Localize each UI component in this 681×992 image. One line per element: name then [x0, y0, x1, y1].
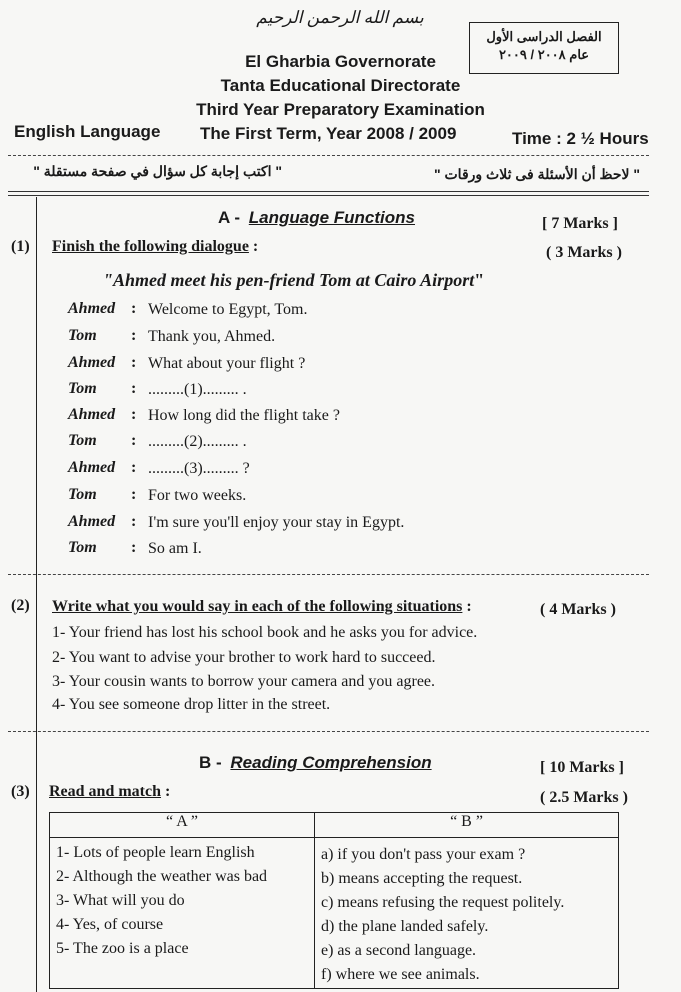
- section-a-letter: A -: [218, 208, 241, 227]
- instruction-right-arabic: " لاحظ أن الأسئلة فى ثلاث ورقات ": [433, 166, 640, 182]
- term-box-line2: عام ٢٠٠٨ / ٢٠٠٩: [498, 47, 590, 62]
- dialogue-speaker: Tom: [68, 432, 97, 449]
- q3-number: (3): [11, 783, 30, 800]
- subject-label: English Language: [14, 122, 161, 141]
- column-a-item: 2- Although the weather was bad: [56, 868, 268, 885]
- basmala: بسم الله الرحمن الرحيم: [256, 8, 424, 27]
- dialogue-colon: :: [131, 327, 137, 344]
- situation-item: 2- You want to advise your brother to work hard to succeed.: [52, 649, 436, 666]
- dialogue-colon: :: [131, 300, 137, 317]
- column-a-header: “ A ”: [50, 813, 315, 838]
- dialogue-blank-2: .........(2)......... .: [148, 433, 247, 450]
- section-b-letter: B -: [199, 753, 222, 772]
- situation-item: 4- You see someone drop litter in the street.: [52, 696, 331, 713]
- q3-instruction-text: Read and match: [49, 783, 162, 800]
- section-a-marks: [ 7 Marks ]: [542, 215, 618, 232]
- section-a-heading: [218, 208, 415, 228]
- dialogue-speaker: Tom: [68, 486, 97, 503]
- dialogue-blank-3: .........(3)......... ?: [148, 460, 250, 477]
- q2-instruction-text: Write what you would say in each of the following situations: [52, 598, 463, 615]
- q3-instruction: [49, 783, 170, 801]
- time-label: Time : 2 ½ Hours: [512, 129, 649, 148]
- dialogue-line: Thank you, Ahmed.: [148, 328, 276, 345]
- dialogue-blank-1: .........(1)......... .: [148, 381, 247, 398]
- column-b-item: c) means refusing the request politely.: [321, 894, 565, 911]
- section-b-marks: [ 10 Marks ]: [540, 759, 624, 776]
- q1-instruction-text: Finish the following dialogue: [52, 238, 249, 255]
- dialogue-line: So am I.: [148, 540, 202, 557]
- column-a-item: 3- What will you do: [56, 892, 185, 909]
- dialogue-line: Welcome to Egypt, Tom.: [148, 301, 308, 318]
- dialogue-speaker: Tom: [68, 327, 97, 344]
- q3-marks: ( 2.5 Marks ): [540, 789, 628, 806]
- dialogue-colon: :: [131, 513, 137, 530]
- q2-number: (2): [11, 597, 30, 614]
- dialogue-speaker: Tom: [68, 539, 97, 556]
- q1-number: (1): [11, 238, 30, 255]
- governorate-title: El Gharbia Governorate: [245, 52, 436, 71]
- dialogue-scenario-end: ": [474, 270, 485, 290]
- column-b-item: a) if you don't pass your exam ?: [321, 846, 526, 863]
- divider: [8, 574, 649, 575]
- column-b-item: d) the plane landed safely.: [321, 918, 489, 935]
- matching-table: [49, 812, 619, 989]
- dialogue-scenario-text: "Ahmed meet his pen-friend Tom at Cairo Airport: [103, 270, 475, 290]
- dialogue-line: I'm sure you'll enjoy your stay in Egypt.: [148, 514, 405, 531]
- q2-instruction: [52, 598, 472, 616]
- dialogue-colon: :: [131, 380, 137, 397]
- term-box-line1: الفصل الدراسى الأول: [486, 29, 602, 44]
- margin-line: [36, 197, 37, 992]
- q2-marks: ( 4 Marks ): [540, 601, 616, 618]
- column-b-item: f) where we see animals.: [321, 966, 480, 983]
- dialogue-line: For two weeks.: [148, 487, 247, 504]
- dialogue-speaker: Ahmed: [68, 459, 116, 476]
- column-b-header: “ B ”: [315, 813, 619, 838]
- double-divider: [8, 191, 649, 196]
- dialogue-scenario: [103, 270, 484, 291]
- column-a-item: 1- Lots of people learn English: [56, 844, 255, 861]
- dialogue-colon: :: [131, 539, 137, 556]
- column-a-item: 4- Yes, of course: [56, 916, 164, 933]
- q1-instruction: [52, 238, 258, 256]
- section-b-heading: [199, 753, 432, 773]
- column-b-item: b) means accepting the request.: [321, 870, 523, 887]
- dialogue-colon: :: [131, 459, 137, 476]
- dialogue-speaker: Ahmed: [68, 354, 116, 371]
- exam-title: Third Year Preparatory Examination: [196, 100, 485, 119]
- instruction-left-arabic: " اكتب إجابة كل سؤال في صفحة مستقلة ": [33, 163, 282, 179]
- column-b-item: e) as a second language.: [321, 942, 477, 959]
- q1-marks: ( 3 Marks ): [546, 244, 622, 261]
- directorate-title: Tanta Educational Directorate: [220, 76, 461, 95]
- dialogue-colon: :: [131, 354, 137, 371]
- dialogue-speaker: Tom: [68, 380, 97, 397]
- section-b-title: Reading Comprehension: [230, 753, 432, 772]
- q1-instruction-colon: :: [248, 238, 259, 255]
- term-label: The First Term, Year 2008 / 2009: [200, 124, 457, 143]
- divider: [8, 731, 649, 732]
- dialogue-speaker: Ahmed: [68, 513, 116, 530]
- dialogue-speaker: Ahmed: [68, 300, 116, 317]
- dialogue-line: How long did the flight take ?: [148, 407, 340, 424]
- divider: [8, 155, 649, 156]
- dialogue-colon: :: [131, 486, 137, 503]
- section-a-title: Language Functions: [248, 208, 415, 227]
- q3-instruction-colon: :: [161, 783, 171, 800]
- dialogue-line: What about your flight ?: [148, 355, 306, 372]
- dialogue-speaker: Ahmed: [68, 406, 116, 423]
- situation-item: 1- Your friend has lost his school book and he asks you for advice.: [52, 624, 478, 641]
- dialogue-colon: :: [131, 432, 137, 449]
- q2-instruction-colon: :: [462, 598, 472, 615]
- situation-item: 3- Your cousin wants to borrow your camera and you agree.: [52, 673, 436, 690]
- dialogue-colon: :: [131, 406, 137, 423]
- column-a-item: 5- The zoo is a place: [56, 940, 189, 957]
- column-a-cell: [50, 838, 315, 989]
- column-b-cell: [315, 838, 619, 989]
